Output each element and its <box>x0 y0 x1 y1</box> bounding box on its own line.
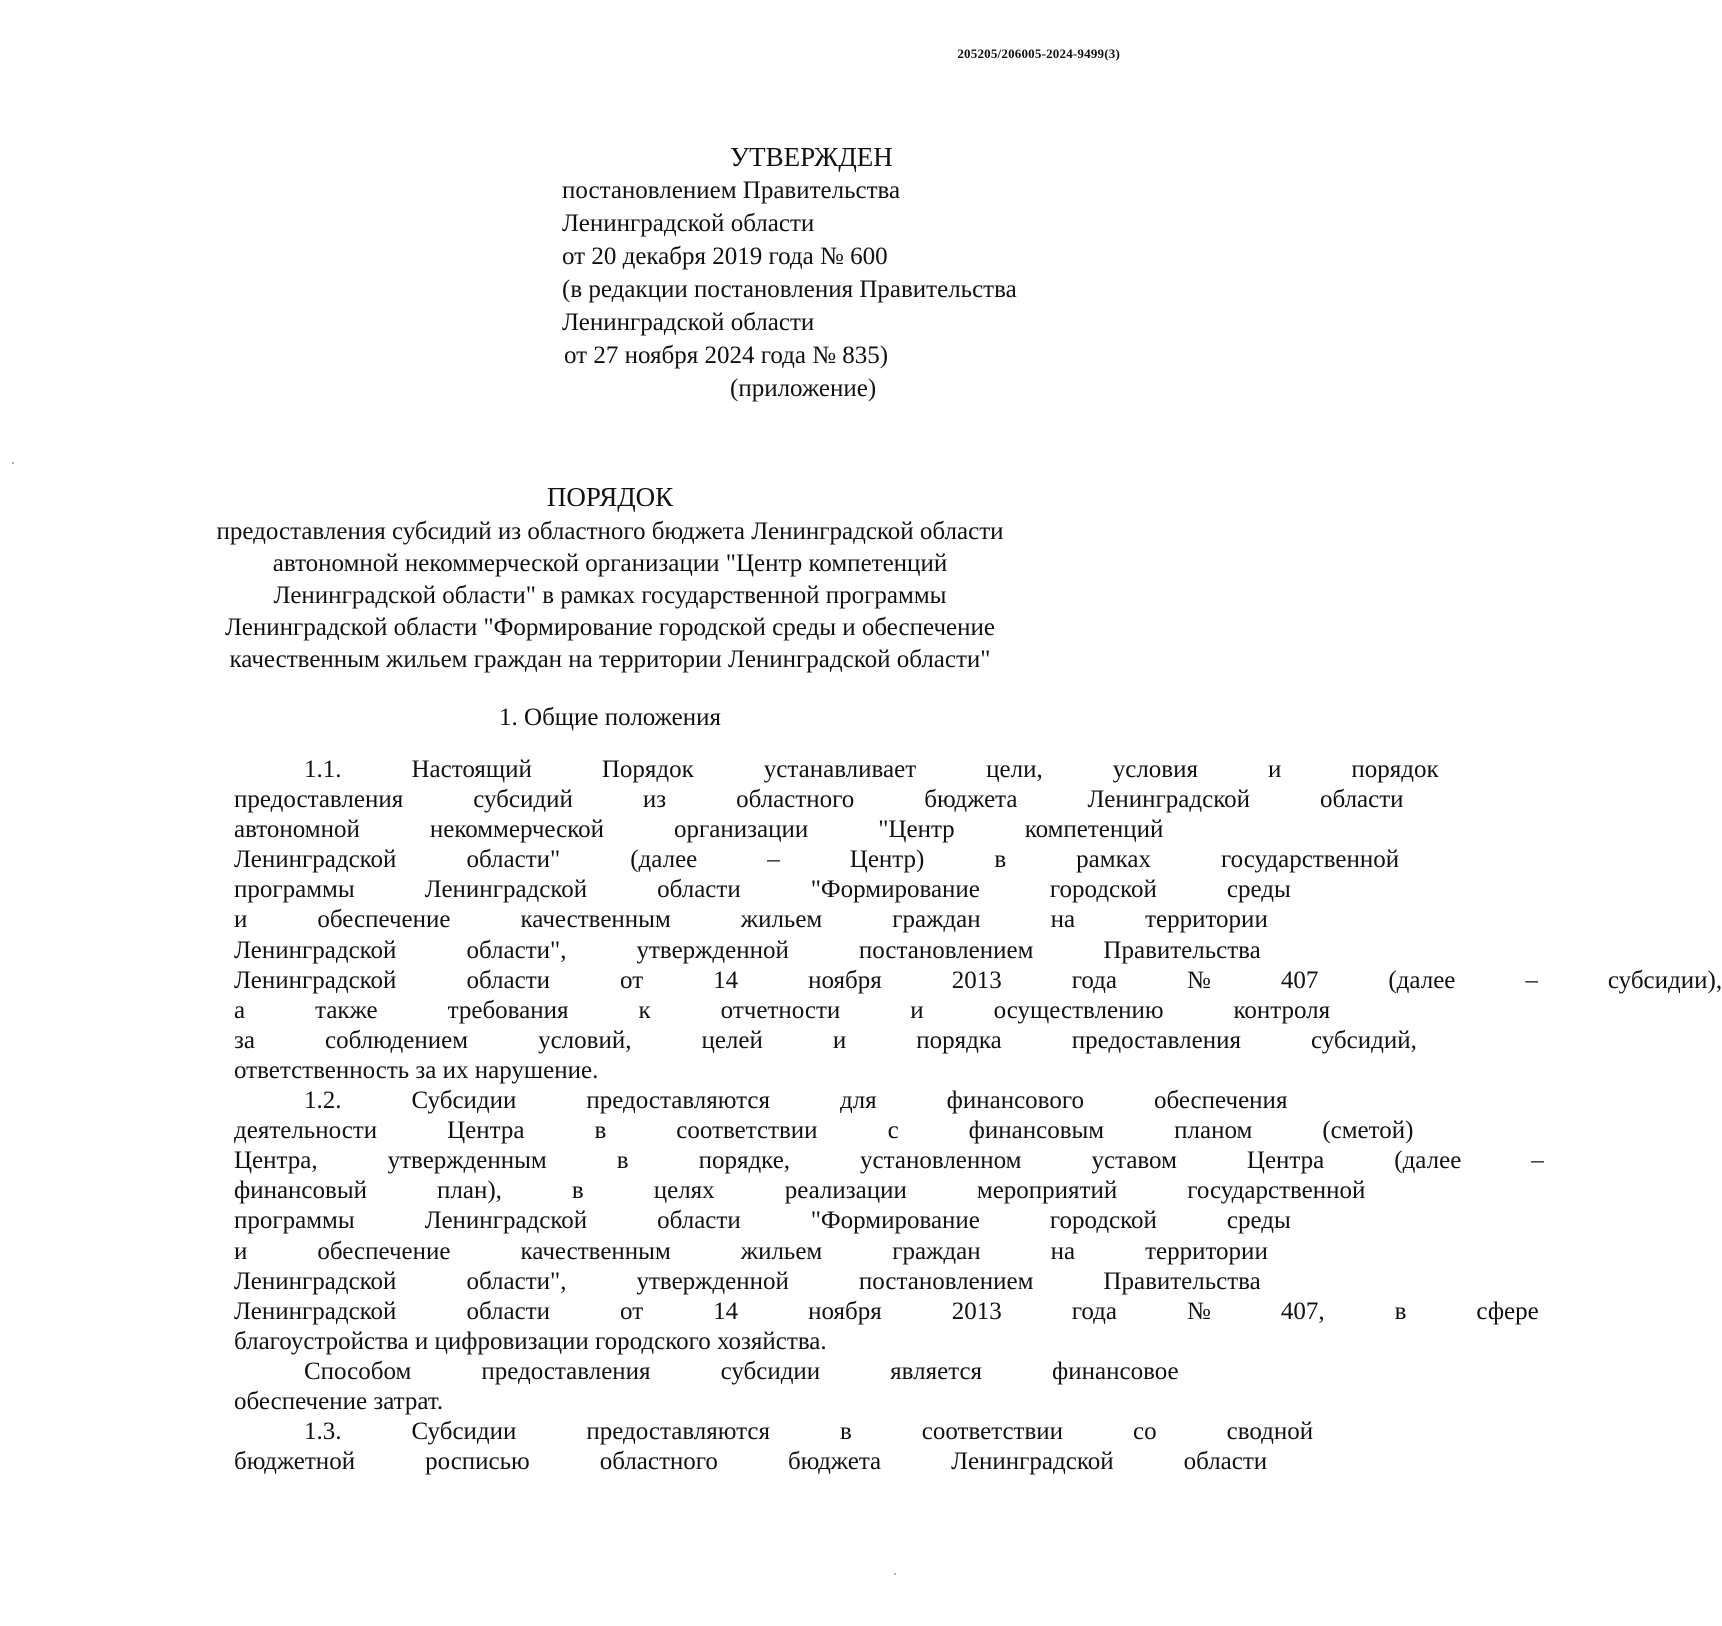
paragraph-word: области <box>466 1297 551 1325</box>
approval-stamp-block <box>562 140 1102 405</box>
paragraph-word: за <box>234 1026 255 1054</box>
paragraph-word: и <box>1267 756 1282 783</box>
paragraph-word: порядка <box>916 1026 1002 1054</box>
paragraph-word: Субсидии <box>411 1087 517 1115</box>
paragraph-word: областного <box>599 1448 718 1476</box>
paragraph-line <box>164 1357 1179 1387</box>
paragraph-word: качественным <box>520 906 671 934</box>
paragraph-word: автономной <box>234 816 360 844</box>
paragraph-word: бюджетной <box>234 1448 356 1476</box>
paragraph-word: в <box>571 1177 584 1205</box>
paragraph-word: сводной <box>1226 1418 1314 1446</box>
paragraph-word: для <box>839 1087 877 1115</box>
paragraph-word: росписью <box>425 1448 530 1476</box>
approval-line: (в редакции постановления Правительства <box>562 276 1017 303</box>
paragraph-word: в <box>594 1117 607 1145</box>
paragraph-word: бюджета <box>924 786 1018 814</box>
paragraph-word: городской <box>1049 876 1157 904</box>
paragraph-word: государственной <box>1187 1177 1366 1205</box>
paragraph-word: Ленинградской <box>234 846 397 874</box>
document-subtitle-line: автономной некоммерческой организации "Центр компетенций <box>272 550 948 577</box>
paragraph-word: субсидий <box>473 786 573 814</box>
paragraph-word: требования <box>447 996 569 1024</box>
paragraph-word: области <box>657 1207 741 1235</box>
paragraph-word: Настоящий <box>411 756 532 783</box>
paragraph-line: благоустройства и цифровизации городского хозяйства. <box>234 1327 827 1355</box>
paragraph-word: финансового <box>946 1087 1084 1115</box>
paragraph-word: со <box>1133 1418 1157 1446</box>
paragraph-word: программы <box>234 876 355 904</box>
paragraph-word: области", <box>466 936 567 964</box>
paragraph-word: сфере <box>1476 1297 1539 1325</box>
paragraph-word: городской <box>1049 1207 1157 1235</box>
paragraph-line <box>164 936 1261 966</box>
paragraph-word: Субсидии <box>411 1418 517 1446</box>
paragraph-word: субсидии <box>720 1357 821 1385</box>
paragraph-word: программы <box>234 1207 355 1235</box>
paragraph-word: "Формирование <box>810 1207 980 1235</box>
paragraph-word: 1.2. <box>304 1087 342 1115</box>
paragraph-line <box>164 1417 1314 1447</box>
paragraph-word: области <box>1319 786 1404 814</box>
paragraph-word: – <box>1525 966 1538 994</box>
paragraph-word: целях <box>653 1177 715 1205</box>
paragraph-word: 1.1. <box>304 756 342 783</box>
paragraph-word: субсидий, <box>1310 1026 1417 1054</box>
paragraph-line <box>164 905 1268 935</box>
paragraph-line <box>164 1086 1288 1116</box>
paragraph-word: Ленинградской <box>234 936 397 964</box>
paragraph-word: области <box>1183 1448 1268 1476</box>
paragraph-word: и <box>234 1237 248 1265</box>
paragraph-word: 14 <box>713 966 739 994</box>
paragraph-word: условия <box>1112 756 1198 783</box>
paragraph-word: также <box>315 996 378 1024</box>
paragraph-line <box>164 1267 1261 1297</box>
paragraph-word: мероприятий <box>976 1177 1118 1205</box>
paragraph-word: предоставляются <box>586 1087 770 1115</box>
paragraph-word: установленном <box>860 1147 1022 1175</box>
paragraph-word: в <box>994 846 1007 874</box>
paragraph-word: среды <box>1226 876 1291 904</box>
paragraph-word: компетенций <box>1024 816 1164 844</box>
document-subtitle-line: предоставления субсидий из областного бюджета Ленинградской области <box>216 518 1004 545</box>
paragraph-word: и <box>832 1026 847 1054</box>
paragraph-word: субсидии), <box>1607 966 1722 994</box>
paragraph-line <box>164 1206 1291 1236</box>
paragraph-1-1 <box>164 755 1722 1086</box>
paragraph-word: Правительства <box>1103 936 1261 964</box>
paragraph-word: отчетности <box>720 996 841 1024</box>
paragraph-word: № <box>1187 1297 1211 1325</box>
paragraph-method <box>164 1357 1179 1417</box>
paragraph-word: Центр) <box>849 846 925 874</box>
paragraph-word: в <box>1394 1297 1407 1325</box>
document-subtitle-line: качественным жильем граждан на территории Ленинградской области" <box>229 646 991 673</box>
paragraph-word: из <box>642 786 667 814</box>
paragraph-word: области" <box>466 846 561 874</box>
paragraph-word: 2013 <box>951 1297 1002 1325</box>
scan-speck <box>12 462 14 464</box>
paragraph-word: планом <box>1174 1117 1253 1145</box>
approval-line: постановлением Правительства <box>562 177 901 204</box>
paragraph-word: 1.3. <box>304 1418 342 1446</box>
paragraph-word: и <box>234 906 248 934</box>
paragraph-word: Ленинградской <box>1087 786 1250 814</box>
paragraph-1-2 <box>164 1086 1544 1357</box>
paragraph-word: бюджета <box>787 1448 882 1476</box>
paragraph-word: Ленинградской <box>234 1297 397 1325</box>
paragraph-word: 407, <box>1280 1297 1325 1325</box>
paragraph-word: деятельности <box>234 1117 378 1145</box>
paragraph-line <box>164 1237 1268 1267</box>
paragraph-word: Ленинградской <box>424 1207 588 1235</box>
paragraph-word: предоставления <box>1071 1026 1241 1054</box>
paragraph-line <box>164 785 1404 815</box>
paragraph-word: устанавливает <box>763 756 917 783</box>
paragraph-word: предоставления <box>234 786 404 814</box>
paragraph-word: Ленинградской <box>424 876 588 904</box>
paragraph-word: утвержденной <box>636 936 789 964</box>
paragraph-word: государственной <box>1220 846 1400 874</box>
paragraph-word: постановлением <box>858 1267 1034 1295</box>
paragraph-word: условий, <box>538 1026 632 1054</box>
paragraph-word: утвержденным <box>387 1147 547 1175</box>
paragraph-word: предоставления <box>481 1357 651 1385</box>
paragraph-word: Центра <box>447 1117 525 1145</box>
paragraph-word: реализации <box>784 1177 907 1205</box>
paragraph-word: на <box>1050 1237 1076 1265</box>
paragraph-line <box>164 815 1164 845</box>
paragraph-word: от <box>620 966 644 994</box>
paragraph-word: соответствии <box>676 1117 818 1145</box>
paragraph-word: с <box>887 1117 899 1145</box>
section-heading: 1. Общие положения <box>499 704 721 731</box>
paragraph-word: ноября <box>808 1297 882 1325</box>
paragraph-word: (сметой) <box>1322 1117 1414 1145</box>
paragraph-word: порядке, <box>698 1147 791 1175</box>
paragraph-line <box>164 845 1400 875</box>
paragraph-word: жильем <box>740 906 823 934</box>
paragraph-word: Центра, <box>234 1147 318 1175</box>
document-subtitle-line: Ленинградской области" в рамках государственной программы <box>273 582 947 609</box>
paragraph-word: граждан <box>892 906 981 934</box>
paragraph-line: обеспечение затрат. <box>234 1387 444 1415</box>
paragraph-word: соблюдением <box>324 1026 469 1054</box>
paragraph-word: области <box>657 876 741 904</box>
paragraph-word: Ленинградской <box>234 1267 397 1295</box>
paragraph-word: цели, <box>986 756 1043 783</box>
paragraph-word: целей <box>701 1026 763 1054</box>
document-subtitle-line: Ленинградской области "Формирование городской среды и обеспечение <box>224 614 996 641</box>
paragraph-word: качественным <box>520 1237 671 1265</box>
approval-line: от 27 ноября 2024 года № 835) <box>564 342 889 369</box>
paragraph-word: территории <box>1145 1237 1268 1265</box>
approval-line: Ленинградской области <box>562 309 815 336</box>
paragraph-word: контроля <box>1233 996 1331 1024</box>
paragraph-word: а <box>234 996 246 1024</box>
paragraph-word: в <box>839 1418 852 1446</box>
paragraph-word: – <box>1531 1147 1544 1175</box>
paragraph-word: уставом <box>1091 1147 1177 1175</box>
paragraph-1-3 <box>164 1417 1314 1477</box>
paragraph-word: области <box>466 966 551 994</box>
paragraph-word: граждан <box>892 1237 981 1265</box>
paragraph-line <box>164 966 1722 996</box>
paragraph-word: года <box>1071 1297 1117 1325</box>
paragraph-word: обеспечения <box>1153 1087 1288 1115</box>
paragraph-word: осуществлению <box>993 996 1164 1024</box>
paragraph-word: обеспечение <box>317 906 451 934</box>
paragraph-word: (далее <box>630 846 698 874</box>
paragraph-word: Порядок <box>601 756 694 783</box>
paragraph-line <box>164 1176 1366 1206</box>
paragraph-line <box>164 1026 1417 1056</box>
paragraph-word: Правительства <box>1103 1267 1261 1295</box>
paragraph-word: предоставляются <box>586 1418 770 1446</box>
scan-speck <box>894 1573 896 1575</box>
paragraph-word: постановлением <box>858 936 1034 964</box>
paragraph-line <box>164 996 1331 1026</box>
approval-annex-label: (приложение) <box>730 375 877 402</box>
paragraph-word: (далее <box>1388 966 1456 994</box>
paragraph-word: Центра <box>1246 1147 1325 1175</box>
paragraph-word: соответствии <box>921 1418 1064 1446</box>
paragraph-word: план), <box>437 1177 502 1205</box>
paragraph-line <box>164 755 1439 785</box>
paragraph-word: порядок <box>1351 756 1439 783</box>
paragraph-word: территории <box>1145 906 1268 934</box>
paragraph-word: Ленинградской <box>951 1448 1114 1476</box>
paragraph-word: обеспечение <box>317 1237 451 1265</box>
paragraph-line <box>164 875 1291 905</box>
paragraph-word: ноября <box>808 966 882 994</box>
approval-stamp-heading: УТВЕРЖДЕН <box>730 142 893 172</box>
paragraph-word: к <box>638 996 651 1024</box>
document-title: ПОРЯДОК <box>546 482 674 512</box>
paragraph-word: (далее <box>1394 1147 1462 1175</box>
paragraph-word: области", <box>466 1267 567 1295</box>
paragraph-word: "Центр <box>878 816 955 844</box>
paragraph-line <box>164 1297 1539 1327</box>
paragraph-line <box>164 1146 1544 1176</box>
paragraph-word: "Формирование <box>810 876 980 904</box>
paragraph-word: является <box>890 1357 983 1385</box>
paragraph-word: финансовым <box>968 1117 1105 1145</box>
paragraph-line: ответственность за их нарушение. <box>234 1056 599 1084</box>
paragraph-word: Ленинградской <box>234 966 397 994</box>
paragraph-word: № <box>1187 966 1211 994</box>
paragraph-word: некоммерческой <box>429 816 604 844</box>
paragraph-word: финансовое <box>1052 1357 1179 1385</box>
paragraph-word: 2013 <box>951 966 1002 994</box>
paragraph-word: Способом <box>304 1357 412 1385</box>
paragraph-word: организации <box>674 816 809 844</box>
paragraph-word: 14 <box>713 1297 739 1325</box>
paragraph-line <box>164 1447 1268 1477</box>
document-registration-code: 205205/206005-2024-9499(3) <box>957 46 1120 61</box>
paragraph-word: областного <box>736 786 855 814</box>
paragraph-word: рамках <box>1076 846 1151 874</box>
paragraph-word: года <box>1071 966 1117 994</box>
paragraph-word: и <box>910 996 924 1024</box>
paragraph-word: – <box>767 846 780 874</box>
document-body <box>164 755 1722 1477</box>
document-title-block <box>160 480 1060 676</box>
paragraph-word: от <box>620 1297 644 1325</box>
paragraph-line <box>164 1116 1414 1146</box>
paragraph-word: среды <box>1226 1207 1291 1235</box>
approval-line: от 20 декабря 2019 года № 600 <box>562 243 888 270</box>
paragraph-word: финансовый <box>234 1177 368 1205</box>
paragraph-word: жильем <box>740 1237 823 1265</box>
paragraph-word: 407 <box>1280 966 1319 994</box>
paragraph-word: на <box>1050 906 1076 934</box>
paragraph-word: утвержденной <box>636 1267 789 1295</box>
paragraph-word: в <box>616 1147 629 1175</box>
approval-line: Ленинградской области <box>562 210 815 237</box>
